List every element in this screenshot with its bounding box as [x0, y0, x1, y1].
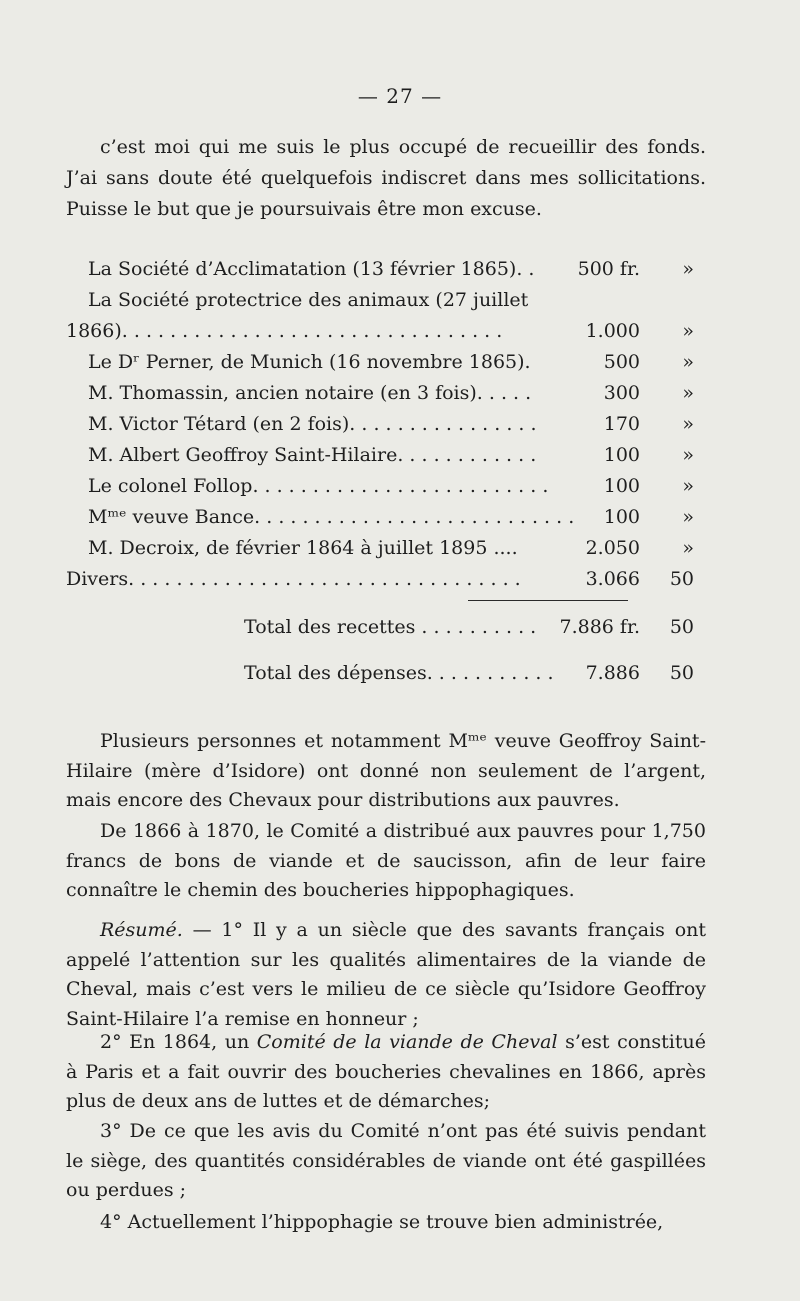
total-recettes-cents: 50: [669, 616, 694, 638]
resume-heading: Résumé.: [100, 919, 183, 941]
donation-cents: »: [682, 506, 694, 528]
dot-leaders: . . . . . . . . . . . . . . . . . . . . . . . . . . . . . . . . .: [128, 568, 521, 590]
dot-leaders: . . . . . . . . . .: [415, 616, 537, 638]
ledger-row: [66, 471, 694, 502]
total-recettes-row: [66, 612, 694, 643]
dot-leaders: . . . . .: [476, 382, 532, 404]
donor-label: M. Albert Geoffroy Saint-Hilaire: [88, 444, 398, 466]
total-depenses-cents: 50: [669, 662, 694, 684]
paragraph-distribution: De 1866 à 1870, le Comité a distribué aux pauvres pour 1,750 francs de bons de viande et de saucisson, afin de leur faire connaître le chemin des boucheries hippophagiques.: [66, 820, 706, 901]
ledger-row: [66, 533, 694, 564]
donation-amount: 300: [603, 382, 640, 404]
donor-label: 1866): [66, 320, 122, 342]
total-recettes-label: Total des recettes: [244, 616, 416, 638]
paragraph-item-3: 3° De ce que les avis du Comité n’ont pas été suivis pendant le siège, des quantités considérables de viande ont été gaspillées ou perdues ;: [66, 1120, 706, 1201]
paragraph-donations: Plusieurs personnes et notamment Mᵐᵉ veuve Geoffroy Saint-Hilaire (mère d’Isidore) ont donné non seulement de l’argent, mais encore des Chevaux pour distributions aux pauvres.: [66, 730, 706, 811]
total-depenses-row: [66, 658, 694, 689]
total-depenses-label: Total des dépenses: [244, 662, 427, 684]
ledger-row: [66, 440, 694, 471]
donation-amount: 500 fr.: [577, 258, 640, 280]
intro-paragraph: c’est moi qui me suis le plus occupé de recueillir des fonds. J’ai sans doute été quelquefois indiscret dans mes sollicitations. Puisse le but que je poursuivais être mon excuse.: [66, 136, 706, 220]
ledger-row: [66, 254, 694, 285]
donation-amount: 100: [603, 444, 640, 466]
donation-cents: »: [682, 537, 694, 559]
ledger-row: [66, 285, 694, 316]
ledger-row: [66, 378, 694, 409]
ledger-row: [66, 347, 694, 378]
total-recettes-amount: 7.886 fr.: [559, 616, 640, 638]
paragraph-item-2: 2° En 1864, un Comité de la viande de Cheval s’est constitué à Paris et a fait ouvrir des boucheries chevalines en 1866, après plus de deux ans de luttes et de démarches;: [66, 1031, 706, 1112]
donation-cents: 50: [669, 568, 694, 590]
donor-label: Le Dʳ Perner, de Munich (16 novembre 1865).: [88, 351, 531, 373]
donation-cents: »: [682, 382, 694, 404]
donor-label: Divers: [66, 568, 129, 590]
ledger-row: [66, 502, 694, 533]
dot-leaders: . . . . . . . . . . . . . . . . . . . . . . . . .: [252, 475, 549, 497]
paragraph-item-4: 4° Actuellement l’hippophagie se trouve bien administrée,: [100, 1211, 664, 1233]
donation-amount: 100: [603, 475, 640, 497]
donation-cents: »: [682, 351, 694, 373]
page-number: — 27 —: [357, 84, 443, 108]
donation-amount: 500: [603, 351, 640, 373]
donor-label: M. Victor Tétard (en 2 fois): [88, 413, 350, 435]
dot-leaders: . . . . . . . . . . . . . . . . . . . . . . . . . . .: [254, 506, 575, 528]
dot-leaders: . . . . . . . . . . . . . . . . . . . . . . . . . . . . . . . .: [121, 320, 503, 342]
dot-leaders: . . . . . . . . . . . . . . . .: [349, 413, 537, 435]
donation-cents: »: [682, 444, 694, 466]
donation-cents: »: [682, 413, 694, 435]
ledger-row: [66, 409, 694, 440]
total-depenses-amount: 7.886: [585, 662, 640, 684]
donation-amount: 3.066: [585, 568, 640, 590]
donation-amount: 2.050: [585, 537, 640, 559]
donation-amount: 100: [603, 506, 640, 528]
dot-leaders: . . . . . . . . . . . .: [397, 444, 537, 466]
donor-label: M. Thomassin, ancien notaire (en 3 fois): [88, 382, 477, 404]
donation-amount: 1.000: [585, 320, 640, 342]
ledger-row: [66, 316, 694, 347]
ledger-row: [66, 564, 694, 595]
comite-name: Comité de la viande de Cheval: [256, 1031, 558, 1053]
donations-ledger: [66, 254, 694, 595]
donor-label: La Société d’Acclimatation (13 février 1865). .: [88, 258, 535, 280]
sum-rule: [468, 600, 628, 601]
donor-label: Le colonel Follop: [88, 475, 253, 497]
donation-amount: 170: [603, 413, 640, 435]
paragraph-resume: Résumé. — 1° Il y a un siècle que des savants français ont appelé l’attention sur les qualités alimentaires de la viande de Cheval, mais c’est vers le milieu de ce siècle qu’Isidore Geoffroy Saint-Hilaire l’a remise en honneur ;: [66, 919, 706, 1030]
dot-leaders: . . . . . . . . . . .: [426, 662, 554, 684]
donor-label: M. Decroix, de février 1864 à juillet 1895 ....: [88, 537, 518, 559]
donation-cents: »: [682, 320, 694, 342]
donation-cents: »: [682, 258, 694, 280]
donor-label: Mᵐᵉ veuve Bance: [88, 506, 255, 528]
donation-cents: »: [682, 475, 694, 497]
donor-label: La Société protectrice des animaux (27 juillet: [88, 289, 529, 311]
